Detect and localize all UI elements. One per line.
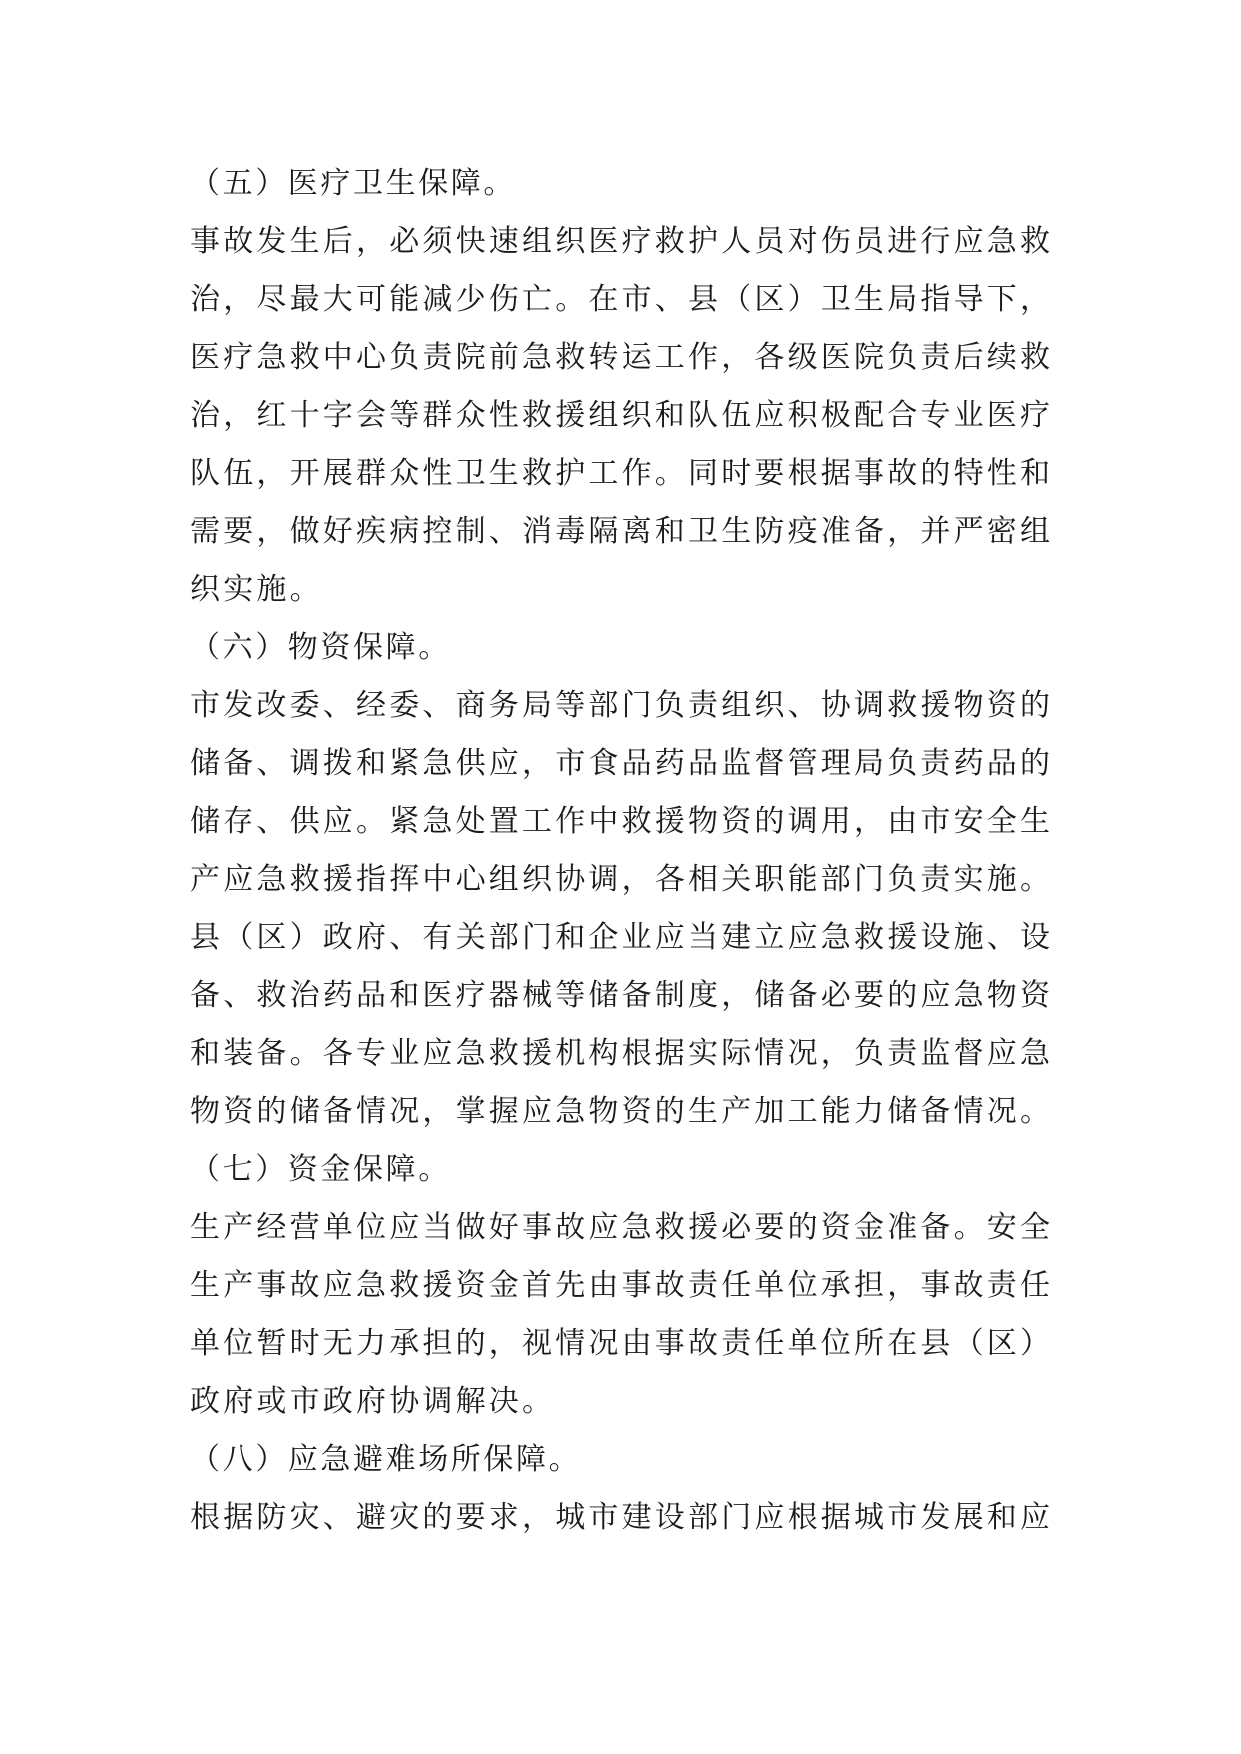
paragraph-line: 医疗急救中心负责院前急救转运工作，各级医院负责后续救 (190, 340, 1054, 375)
paragraph-line: 县（区）政府、有关部门和企业应当建立应急救援设施、设 (190, 920, 1054, 955)
paragraph-line: 和装备。各专业应急救援机构根据实际情况，负责监督应急 (190, 1036, 1054, 1071)
paragraph-line: 队伍，开展群众性卫生救护工作。同时要根据事故的特性和 (190, 456, 1054, 491)
paragraph-line: 储备、调拨和紧急供应，市食品药品监督管理局负责药品的 (190, 746, 1054, 781)
paragraph-line: 治，红十字会等群众性救援组织和队伍应积极配合专业医疗 (190, 398, 1054, 433)
section-heading-shelter: （八）应急避难场所保障。 (190, 1442, 582, 1477)
paragraph-line: 政府或市政府协调解决。 (190, 1384, 556, 1419)
paragraph-line: 单位暂时无力承担的，视情况由事故责任单位所在县（区） (190, 1326, 1054, 1361)
paragraph-line: 物资的储备情况，掌握应急物资的生产加工能力储备情况。 (190, 1094, 1054, 1129)
paragraph-line: 备、救治药品和医疗器械等储备制度，储备必要的应急物资 (190, 978, 1054, 1013)
section-heading-medical: （五）医疗卫生保障。 (190, 166, 516, 201)
paragraph-line: 事故发生后，必须快速组织医疗救护人员对伤员进行应急救 (190, 224, 1054, 259)
paragraph-line: 市发改委、经委、商务局等部门负责组织、协调救援物资的 (190, 688, 1054, 723)
paragraph-line: 生产事故应急救援资金首先由事故责任单位承担，事故责任 (190, 1268, 1054, 1303)
paragraph-line: 储存、供应。紧急处置工作中救援物资的调用，由市安全生 (190, 804, 1054, 839)
section-heading-materials: （六）物资保障。 (190, 630, 451, 665)
paragraph-line: 产应急救援指挥中心组织协调，各相关职能部门负责实施。 (190, 862, 1054, 897)
section-heading-funds: （七）资金保障。 (190, 1152, 451, 1187)
paragraph-line: 需要，做好疾病控制、消毒隔离和卫生防疫准备，并严密组 (190, 514, 1054, 549)
paragraph-line: 生产经营单位应当做好事故应急救援必要的资金准备。安全 (190, 1210, 1054, 1245)
paragraph-line: 根据防灾、避灾的要求，城市建设部门应根据城市发展和应 (190, 1500, 1054, 1535)
paragraph-line: 织实施。 (190, 572, 323, 607)
paragraph-line: 治，尽最大可能减少伤亡。在市、县（区）卫生局指导下， (190, 282, 1054, 317)
